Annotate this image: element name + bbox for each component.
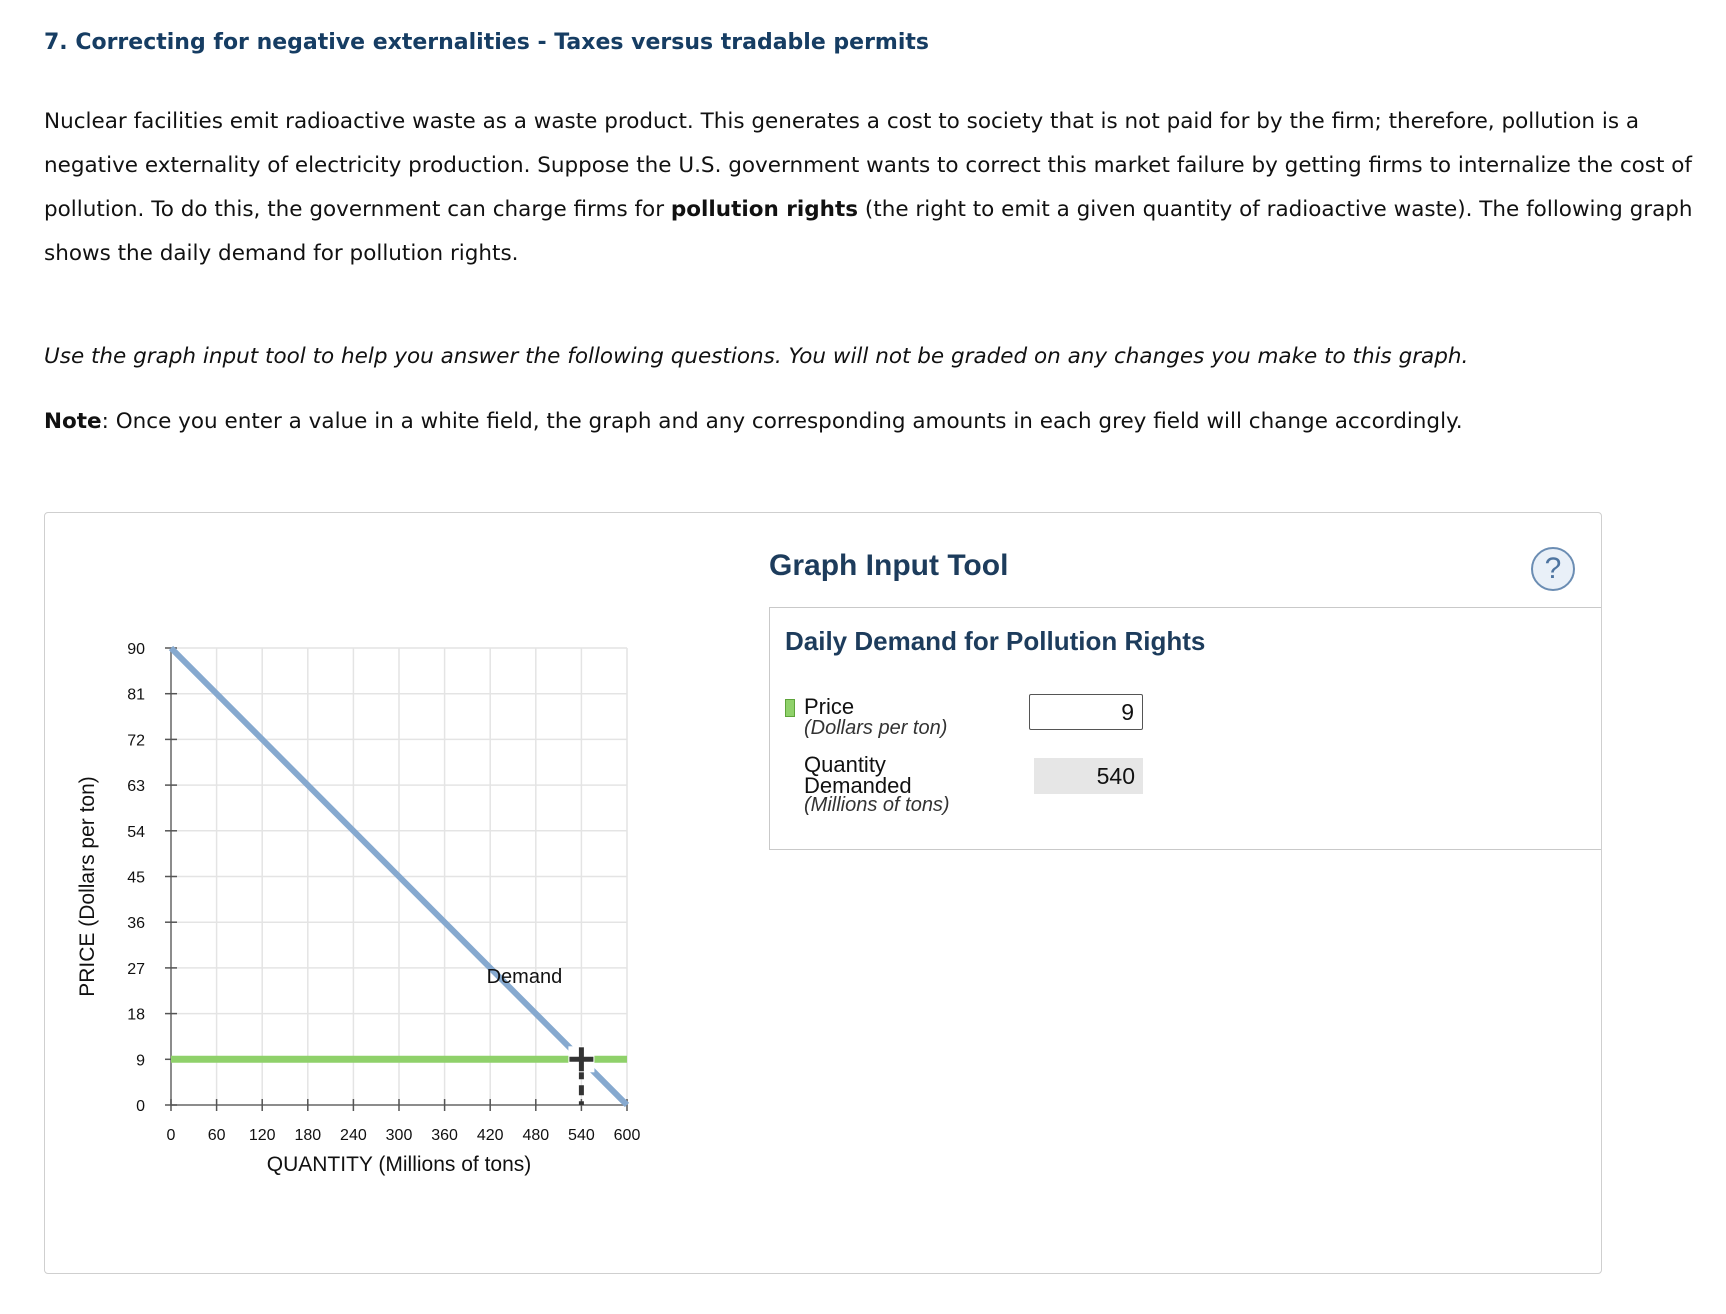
demand-curve-label: Demand	[486, 966, 563, 989]
x-tick-label: 300	[385, 1127, 413, 1144]
note-text	[44, 409, 1463, 434]
y-tick-label: 54	[127, 823, 145, 841]
question-mark-circle-icon[interactable]: ?	[1531, 547, 1575, 591]
y-axis-title: PRICE (Dollars per ton)	[76, 776, 99, 997]
x-tick-label: 600	[613, 1127, 641, 1144]
intro-text-part2: (the right to emit a given quantity of radioactive waste). The following graph shows the daily demand for pollution rights.	[44, 197, 1693, 266]
y-tick-label: 18	[127, 1006, 145, 1024]
price-legend-swatch	[785, 699, 795, 717]
x-tick-label: 420	[476, 1127, 504, 1144]
demand-chart[interactable]	[45, 513, 705, 1176]
y-tick-label: 90	[127, 641, 145, 658]
intro-paragraph	[44, 100, 1704, 276]
quantity-demanded-output: 540	[1034, 758, 1143, 794]
x-tick-label: 60	[207, 1127, 226, 1144]
quantity-label-line1: Quantity	[804, 752, 886, 777]
x-tick-label: 240	[340, 1127, 367, 1144]
x-tick-label: 180	[294, 1127, 322, 1144]
note-label: Note	[44, 409, 102, 434]
input-box-title: Daily Demand for Pollution Rights	[785, 626, 1206, 656]
y-tick-label: 27	[127, 960, 145, 978]
price-label: Price	[804, 694, 855, 719]
x-tick-label: 120	[248, 1127, 276, 1144]
instructions-text: Use the graph input tool to help you answer the following questions. You will not be graded on any changes you make to this graph.	[44, 344, 1469, 369]
note-body: : Once you enter a value in a white field, the graph and any corresponding amounts in each grey field will change accordingly.	[101, 409, 1463, 434]
graph-panel	[44, 512, 1602, 1274]
graph-input-tool-title: Graph Input Tool	[769, 549, 1009, 582]
quantity-label-line2: Demanded	[804, 773, 912, 798]
price-input[interactable]	[1029, 694, 1143, 730]
x-tick-label: 480	[522, 1127, 550, 1144]
y-tick-label: 9	[136, 1052, 145, 1070]
question-title: 7. Correcting for negative externalities - Taxes versus tradable permits	[44, 30, 930, 55]
y-tick-label: 36	[127, 915, 145, 933]
y-tick-label: 45	[127, 869, 145, 887]
price-unit: (Dollars per ton)	[804, 717, 948, 739]
y-tick-label: 72	[127, 732, 145, 750]
x-tick-label: 0	[166, 1127, 176, 1144]
y-tick-label: 0	[136, 1098, 145, 1115]
x-tick-label: 540	[568, 1127, 595, 1144]
y-tick-label: 63	[127, 778, 145, 796]
graph-input-box	[769, 607, 1601, 850]
intro-text-part1: Nuclear facilities emit radioactive waste as a waste product. This generates a cost to society that is not paid for by the firm; therefore, pollution is a negative externality of electricity production. Suppose the U.S. government wants to correct this market failure by getting firms to internalize the cost of pollution. To do this, the government can charge firms for	[44, 109, 1692, 222]
y-tick-label: 81	[127, 686, 145, 704]
x-tick-label: 360	[431, 1127, 458, 1144]
intro-bold-term: pollution rights	[670, 197, 859, 222]
x-axis-title: QUANTITY (Millions of tons)	[266, 1153, 532, 1176]
quantity-unit: (Millions of tons)	[804, 794, 950, 816]
